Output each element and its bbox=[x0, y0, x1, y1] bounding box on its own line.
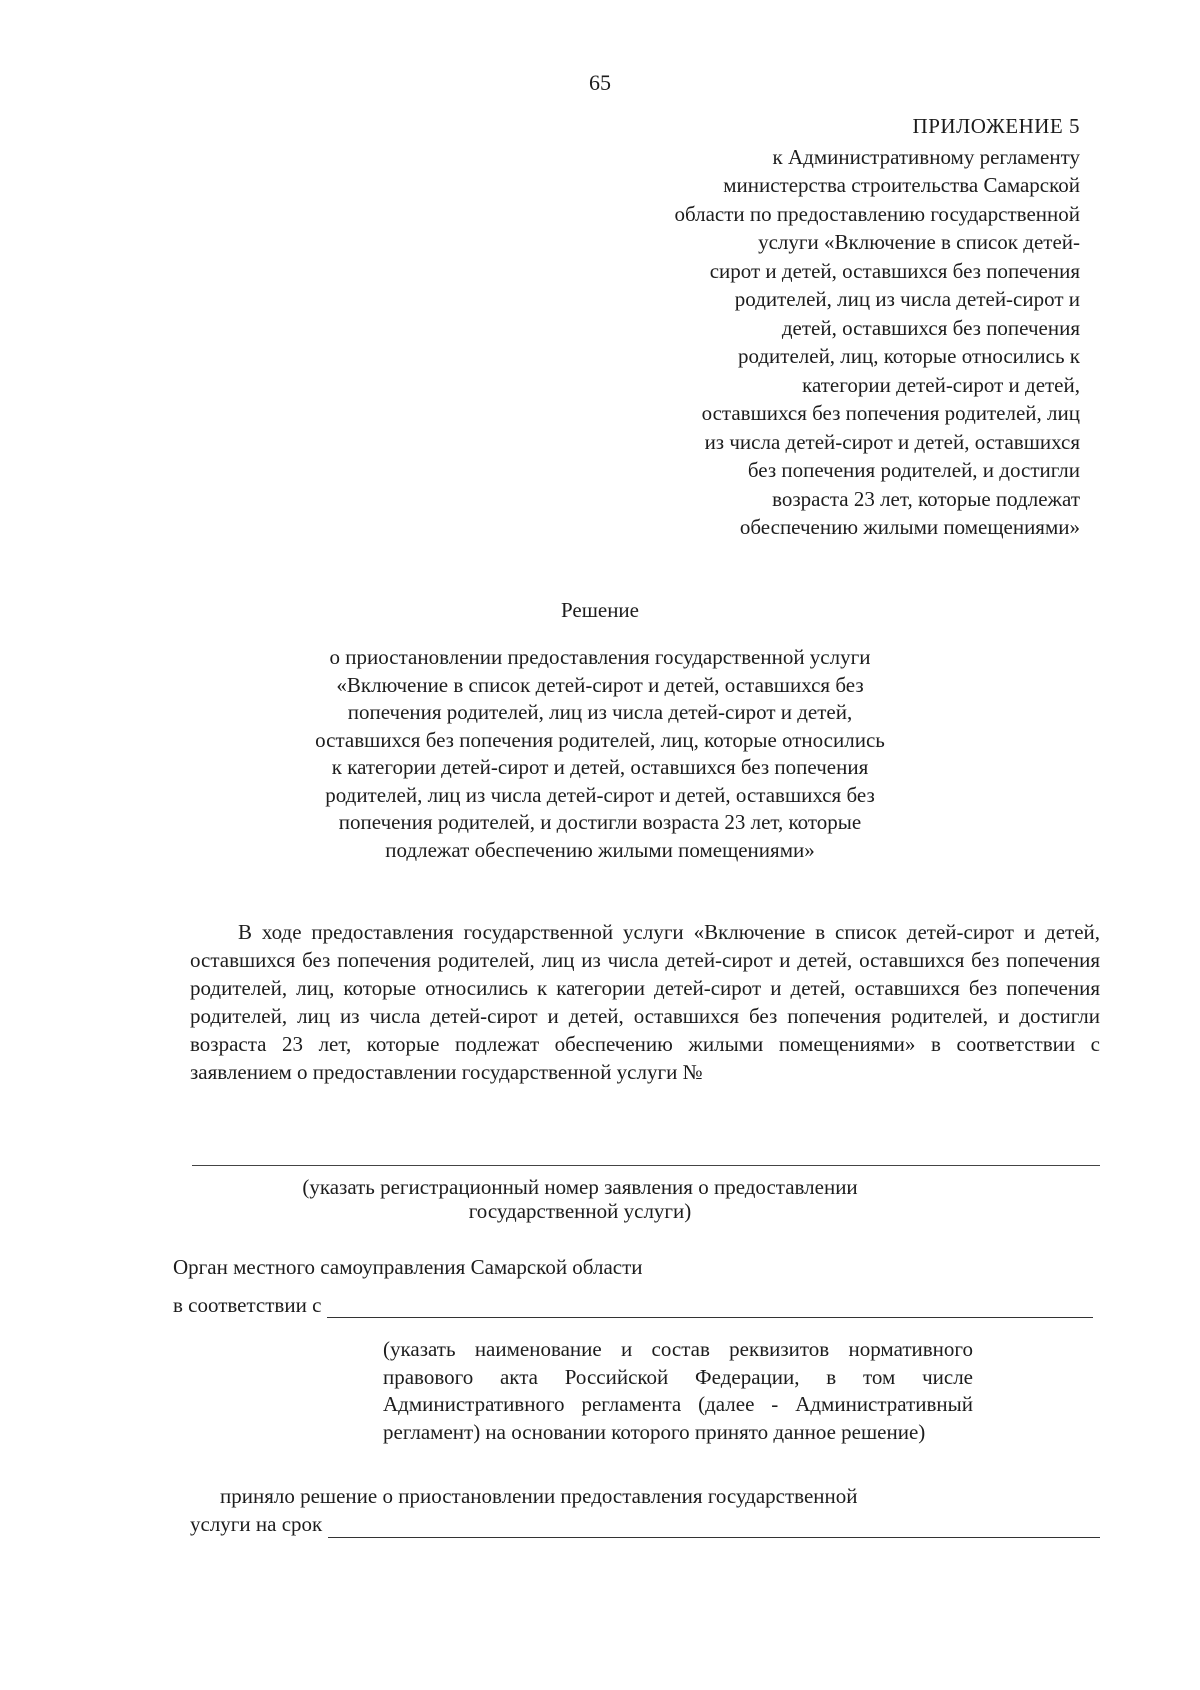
decision-subject bbox=[250, 644, 950, 864]
act-hint: (указать наименование и состав реквизитов нормативного правового акта Российской Федерации, в том числе Административного регламента (далее - Административный регламент) на основании которого принято данное решение) bbox=[383, 1337, 973, 1444]
appendix-line: из числа детей-сирот и детей, оставшихся bbox=[704, 429, 1080, 454]
term-fill-line bbox=[328, 1517, 1100, 1538]
decision-heading: Решение bbox=[560, 598, 639, 622]
decision-subject-line: к категории детей-сирот и детей, оставшихся без попечения bbox=[331, 755, 869, 779]
page-number: 65 bbox=[589, 70, 611, 95]
decision-subject-line: родителей, лиц из числа детей-сирот и детей, оставшихся без bbox=[325, 782, 875, 807]
decision-subject-line: подлежат обеспечению жилыми помещениями» bbox=[385, 837, 815, 862]
decision-text bbox=[190, 1482, 1100, 1538]
appendix-title: ПРИЛОЖЕНИЕ 5 bbox=[912, 114, 1080, 138]
appendix-line: родителей, лиц из числа детей-сирот и bbox=[734, 287, 1080, 311]
decision-subject-line: оставшихся без попечения родителей, лиц, которые относились bbox=[315, 727, 885, 752]
accordance-fill-line bbox=[327, 1297, 1093, 1318]
term-label: услуги на срок bbox=[190, 1512, 323, 1536]
accordance-label: в соответствии с bbox=[173, 1293, 322, 1317]
decision-subject-line: о приостановлении предоставления государственной услуги bbox=[329, 645, 871, 669]
decision-text-line: приняло решение о приостановлении предоставления государственной bbox=[220, 1484, 858, 1508]
body-paragraph: В ходе предоставления государственной услуги «Включение в список детей-сирот и детей, оставшихся без попечения родителей, лиц из числа детей-сирот и детей, оставшихся без попечения родителей, лиц, которые относились к категории детей-сирот и детей, оставшихся без попечения родителей, лиц из числа детей-сирот и детей, оставшихся без попечения родителей, и достигли возраста 23 лет, которые подлежат обеспечению жилыми помещениями» в соответствии с заявлением о предоставлении государственной услуги № bbox=[190, 920, 1100, 1084]
appendix-line: родителей, лиц, которые относились к bbox=[737, 344, 1080, 368]
appendix-line: категории детей-сирот и детей, bbox=[802, 372, 1080, 397]
reg-number-hint-line: (указать регистрационный номер заявления о предоставлении bbox=[302, 1175, 858, 1199]
appendix-line: возраста 23 лет, которые подлежат bbox=[772, 486, 1080, 511]
appendix-line: министерства строительства Самарской bbox=[723, 173, 1080, 197]
appendix-line: обеспечению жилыми помещениями» bbox=[739, 515, 1080, 539]
appendix-line: к Административному регламенту bbox=[772, 144, 1080, 169]
decision-subject-line: попечения родителей, и достигли возраста 23 лет, которые bbox=[338, 810, 862, 834]
appendix-line: оставшихся без попечения родителей, лиц bbox=[701, 401, 1080, 425]
accordance-row bbox=[173, 1293, 1093, 1318]
reg-number-fill-line bbox=[192, 1165, 1100, 1166]
appendix-line: сирот и детей, оставшихся без попечения bbox=[709, 258, 1080, 283]
appendix-line: области по предоставлению государственной bbox=[674, 201, 1080, 226]
appendix-line: детей, оставшихся без попечения bbox=[781, 315, 1080, 340]
authority-name: Орган местного самоуправления Самарской области bbox=[173, 1255, 643, 1279]
appendix-block bbox=[610, 112, 1080, 542]
reg-number-hint bbox=[240, 1175, 920, 1223]
appendix-line: без попечения родителей, и достигли bbox=[747, 458, 1080, 482]
decision-subject-line: «Включение в список детей-сирот и детей, оставшихся без bbox=[336, 672, 864, 697]
appendix-line: услуги «Включение в список детей- bbox=[758, 230, 1080, 254]
reg-number-hint-line: государственной услуги) bbox=[468, 1199, 692, 1223]
term-row bbox=[190, 1510, 1100, 1538]
decision-subject-line: попечения родителей, лиц из числа детей-сирот и детей, bbox=[347, 700, 853, 724]
